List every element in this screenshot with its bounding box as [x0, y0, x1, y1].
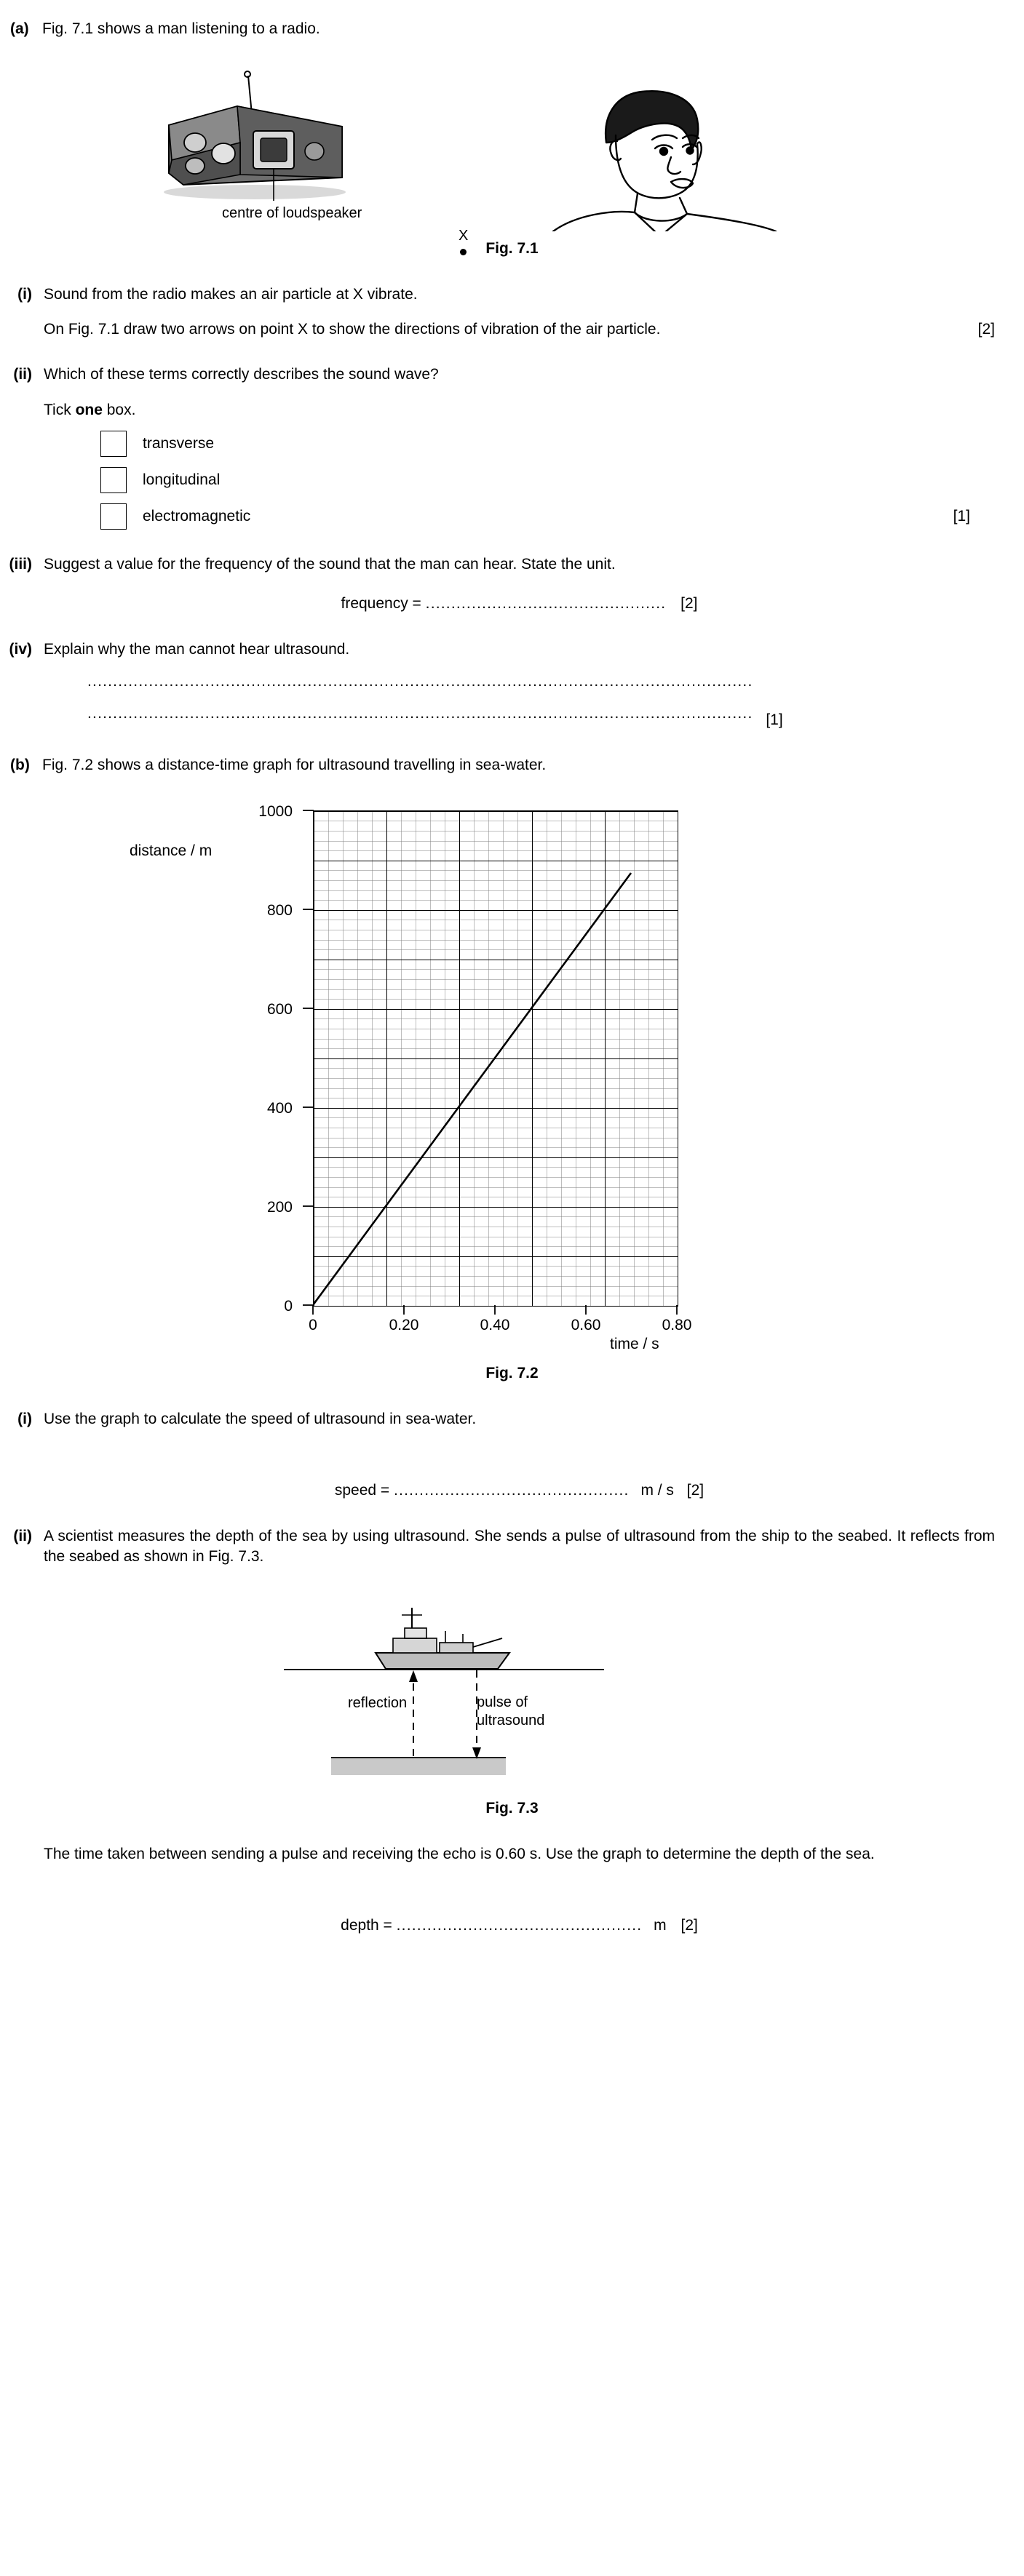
radio-and-man-drawing [0, 49, 1024, 231]
question-a-iv-text: Explain why the man cannot hear ultrasound. [44, 640, 350, 658]
answer-unit-speed: m / s [640, 1482, 674, 1499]
answer-row-depth [0, 1915, 1024, 1936]
answer-line-speed [44, 1480, 995, 1501]
part-a-label: (a) [10, 20, 29, 37]
question-b-i-mark: [2] [686, 1482, 705, 1499]
reflection-label: reflection [348, 1695, 408, 1712]
question-a-i-number: (i) [17, 285, 32, 303]
x-axis-label: time / s [610, 1336, 659, 1353]
tick-instruction [44, 400, 995, 420]
x-tick-0: 0 [309, 1317, 317, 1334]
x-tick-020: 0.20 [389, 1317, 419, 1334]
answer-unit-depth: m [654, 1916, 667, 1934]
y-tick-0: 0 [284, 1298, 293, 1315]
y-tick-400: 400 [266, 1100, 293, 1117]
part-a-stem-row [0, 19, 1024, 39]
pulse-label-line1: pulse of [477, 1694, 528, 1711]
point-x-marker [459, 226, 468, 255]
tick-option-row[interactable] [44, 503, 995, 530]
figure-7-3-caption: Fig. 7.3 [485, 1800, 539, 1817]
checkbox-label-electromagnetic: electromagnetic [143, 507, 251, 525]
checkbox-longitudinal[interactable] [100, 467, 127, 493]
answer-line-frequency [44, 594, 995, 614]
question-a-i [0, 284, 1024, 340]
question-a-ii-number: (ii) [13, 366, 32, 383]
question-a-i-mark: [2] [977, 321, 995, 338]
x-tick-080: 0.80 [662, 1317, 692, 1334]
tick-option-row[interactable] [44, 467, 995, 493]
answer-label-frequency: frequency = [341, 595, 426, 613]
y-tick-800: 800 [266, 902, 293, 920]
pulse-label-line2: ultrasound [477, 1712, 545, 1729]
figure-7-3-illustration [0, 1577, 1024, 1795]
figure-7-2-caption: Fig. 7.2 [485, 1365, 539, 1382]
figure-7-2-graph [0, 789, 1024, 1363]
tick-option-row[interactable] [44, 431, 995, 457]
loudspeaker-caption: centre of loudspeaker [222, 205, 362, 222]
question-a-iv-number: (iv) [9, 640, 32, 658]
question-b-i-text: Use the graph to calculate the speed of ultrasound in sea-water. [44, 1410, 477, 1427]
answer-label-speed: speed = [334, 1482, 394, 1499]
question-b-ii [0, 1526, 1024, 1568]
x-tick-040: 0.40 [480, 1317, 510, 1334]
question-a-i-text2: On Fig. 7.1 draw two arrows on point X to show the directions of vibration of the air particle. [44, 321, 661, 338]
question-a-iv-mark: [1] [766, 711, 783, 728]
question-a-iv [0, 639, 1024, 730]
question-a-ii [0, 364, 1024, 530]
figure-7-1-illustration [0, 49, 1024, 244]
tick-instruction-post: box. [102, 401, 136, 418]
y-axis-ticks [297, 806, 316, 1315]
answer-blank-speed[interactable]: .............................................. [394, 1482, 630, 1499]
question-b-ii-mark: [2] [680, 1916, 698, 1934]
pulse-label [477, 1694, 544, 1730]
exam-question-page [0, 19, 1024, 2576]
tick-instruction-emphasis: one [75, 401, 103, 418]
answer-label-depth: depth = [341, 1916, 397, 1934]
part-b-stem: Fig. 7.2 shows a distance-time graph for ultrasound travelling in sea-water. [42, 757, 547, 774]
answer-blank-line-1[interactable]: .................................................................................................................................. [87, 673, 753, 690]
ship-and-seabed-drawing [0, 1577, 1024, 1795]
checkbox-label-transverse: transverse [143, 434, 215, 452]
question-b-ii-number: (ii) [13, 1527, 32, 1544]
question-a-iii-number: (iii) [9, 556, 32, 573]
answer-blank-depth[interactable]: ................................................ [396, 1916, 643, 1934]
figure-7-1-caption: Fig. 7.1 [485, 240, 539, 258]
y-tick-200: 200 [266, 1199, 293, 1216]
checkbox-transverse[interactable] [100, 431, 127, 457]
part-a-stem: Fig. 7.1 shows a man listening to a radio. [42, 20, 320, 37]
question-b-i-number: (i) [17, 1410, 32, 1427]
checkbox-electromagnetic[interactable] [100, 503, 127, 530]
part-b-stem-row [0, 755, 1024, 775]
question-a-i-text: Sound from the radio makes an air particle at X vibrate. [44, 285, 418, 303]
y-tick-600: 600 [266, 1001, 293, 1018]
checkbox-label-longitudinal: longitudinal [143, 471, 221, 488]
tick-instruction-pre: Tick [44, 401, 76, 418]
point-x-label: X [459, 228, 469, 244]
question-a-iii-text: Suggest a value for the frequency of the sound that the man can hear. State the unit. [44, 556, 616, 573]
question-a-ii-text: Which of these terms correctly describes the sound wave? [44, 366, 439, 383]
question-b-ii-text2: The time taken between sending a pulse and receiving the echo is 0.60 s. Use the graph to determine the depth of the sea. [44, 1845, 875, 1862]
answer-blank-frequency[interactable]: ............................................... [425, 595, 667, 613]
question-a-ii-mark: [1] [953, 507, 970, 525]
part-b-label: (b) [10, 757, 30, 774]
graph-plot-area [313, 810, 678, 1307]
question-b-i [0, 1409, 1024, 1502]
point-x-dot [460, 249, 467, 255]
answer-blank-line-2[interactable]: .................................................................................................................................. [87, 705, 753, 722]
question-a-iii-mark: [2] [680, 595, 698, 613]
question-b-ii-text: A scientist measures the depth of the sea by using ultrasound. She sends a pulse of ultrasound from the ship to the seabed. It reflects from the seabed as shown in Fig. 7.3. [44, 1527, 995, 1565]
question-b-ii-followup [0, 1844, 1024, 1865]
x-tick-060: 0.60 [571, 1317, 601, 1334]
answer-line-depth [44, 1915, 1024, 1936]
y-axis-label: distance / m [130, 842, 213, 860]
question-a-iii [0, 554, 1024, 615]
y-tick-1000: 1000 [258, 803, 293, 821]
